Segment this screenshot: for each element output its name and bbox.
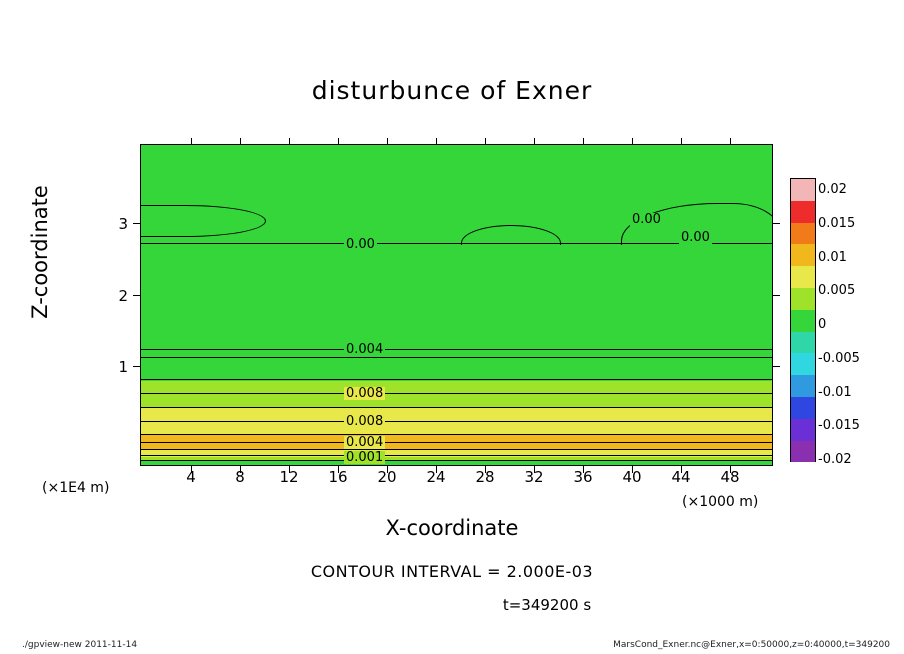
contour-line [141,460,772,461]
y-tick-label: 2 [118,287,128,305]
colorbar-tick-label: 0.005 [818,283,856,298]
chart-title: disturbunce of Exner [311,76,593,105]
x-tick-label: 16 [328,468,348,486]
y-tick-label: 1 [118,358,128,376]
contour-line [141,349,772,350]
contour-label: 0.004 [346,342,384,357]
x-tick-label: 32 [524,468,544,486]
y-axis-right-ticks [772,144,780,466]
colorbar-segment [791,288,815,310]
footer-right: MarsCond_Exner.nc@Exner,x=0:50000,z=0:40000,t=349200 [613,640,890,650]
x-axis-unit: (×1000 m) [682,494,759,510]
contour-plot [140,144,773,466]
colorbar-segment [791,397,815,419]
contour-label: 0.00 [346,237,375,252]
colorbar-tick-label: -0.005 [818,351,860,366]
contour-label: 0.008 [346,386,384,401]
colorbar-segment [791,179,815,201]
contour-interval-label: CONTOUR INTERVAL = 2.000E-03 [310,562,594,581]
colorbar-segment [791,441,815,463]
colorbar-segment [791,201,815,223]
x-axis-title: X-coordinate [385,516,519,540]
colorbar-tick-label: -0.015 [818,418,860,433]
contour-label: 0.008 [346,414,384,429]
contour-label: 0.004 [346,435,384,450]
contour-line [141,379,772,380]
contour-line [141,357,772,358]
x-tick-label: 12 [279,468,299,486]
colorbar-tick-label: 0.02 [818,182,847,197]
x-tick-label: 28 [475,468,495,486]
colorbar-segment [791,353,815,375]
contour-line [141,449,772,450]
contour-line [141,407,772,408]
contour-label: 0.001 [346,450,384,465]
time-label: t=349200 s [502,596,592,614]
colorbar-tick-label: 0 [818,317,827,332]
x-tick-label: 48 [720,468,740,486]
colorbar-segment [791,332,815,354]
x-tick-label: 44 [671,468,691,486]
colorbar-segment [791,375,815,397]
y-tick-label: 3 [118,215,128,233]
x-tick-label: 36 [573,468,593,486]
contour-line [141,393,772,394]
contour-label: 0.00 [632,212,661,227]
colorbar-segment [791,419,815,441]
colorbar-tick-label: -0.01 [818,385,852,400]
band-fill [141,461,772,465]
y-axis-ticks [133,144,141,466]
colorbar-tick-label: -0.02 [818,452,852,467]
contour-line [141,434,772,435]
x-axis-top-ticks [140,137,773,145]
colorbar-segment [791,310,815,332]
x-tick-label: 8 [235,468,245,486]
y-axis-unit: (×1E4 m) [42,480,110,496]
footer-left: ./gpview-new 2011-11-14 [22,640,138,650]
x-tick-label: 4 [186,468,196,486]
colorbar-segment [791,223,815,245]
contour-line [141,442,772,443]
x-tick-label: 40 [622,468,642,486]
contour-label: 0.00 [681,230,710,245]
colorbar [790,178,816,462]
colorbar-tick-label: 0.015 [818,216,856,231]
x-tick-label: 20 [377,468,397,486]
y-axis-title: Z-coordinate [28,185,52,319]
contour-line [141,421,772,422]
colorbar-segment [791,266,815,288]
x-tick-label: 24 [426,468,446,486]
contour-line [141,455,772,456]
colorbar-tick-label: 0.01 [818,250,847,265]
colorbar-segment [791,244,815,266]
